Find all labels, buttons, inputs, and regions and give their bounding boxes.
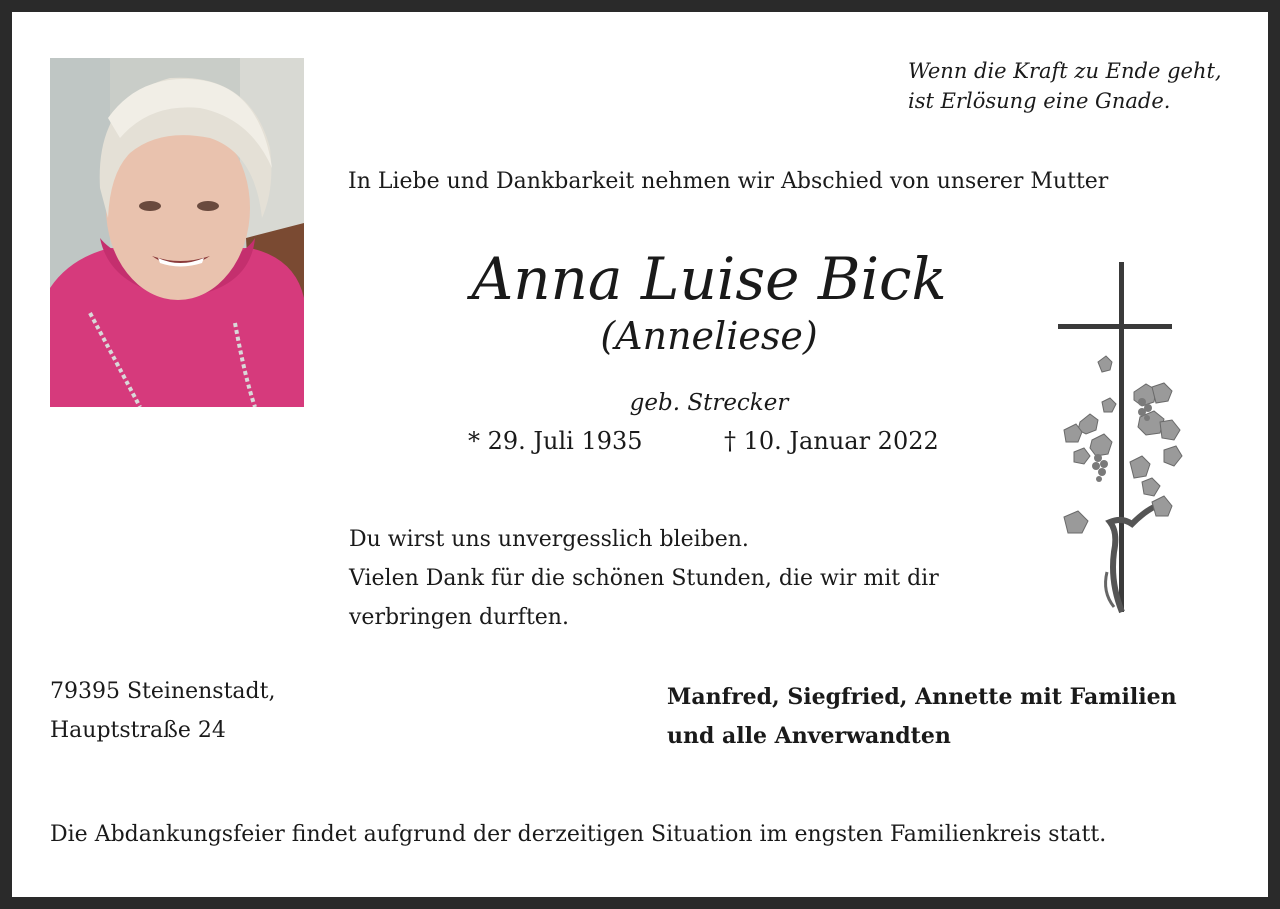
message-line-2: Vielen Dank für die schönen Stunden, die wir mit dir bbox=[349, 566, 939, 591]
death-date: † 10. Januar 2022 bbox=[724, 427, 939, 455]
address-line-1: 79395 Steinenstadt, bbox=[50, 679, 276, 704]
birth-date: * 29. Juli 1935 bbox=[468, 427, 643, 455]
motto-line-2: ist Erlösung eine Gnade. bbox=[908, 89, 1171, 113]
cross-with-vine-icon bbox=[1052, 262, 1192, 617]
obituary-card bbox=[12, 12, 1268, 897]
motto-quote bbox=[908, 56, 1228, 116]
address-block bbox=[50, 672, 275, 750]
funeral-notice: Die Abdankungsfeier findet aufgrund der derzeitigen Situation im engsten Familienkreis statt. bbox=[50, 822, 1107, 847]
message-line-3: verbringen durften. bbox=[349, 605, 569, 630]
deceased-name: Anna Luise Bick bbox=[471, 245, 947, 313]
farewell-message bbox=[349, 520, 939, 637]
mourners-block bbox=[667, 678, 1177, 756]
maiden-name: geb. Strecker bbox=[629, 390, 789, 416]
portrait-photo bbox=[50, 58, 304, 407]
mourners-line-1: Manfred, Siegfried, Annette mit Familien bbox=[667, 684, 1177, 710]
message-line-1: Du wirst uns unvergesslich bleiben. bbox=[349, 527, 749, 552]
deceased-nickname: (Anneliese) bbox=[600, 314, 818, 358]
mourners-line-2: und alle Anverwandten bbox=[667, 723, 951, 749]
address-line-2: Hauptstraße 24 bbox=[50, 718, 226, 743]
motto-line-1: Wenn die Kraft zu Ende geht, bbox=[908, 59, 1222, 83]
intro-text: In Liebe und Dankbarkeit nehmen wir Abschied von unserer Mutter bbox=[348, 169, 1109, 194]
